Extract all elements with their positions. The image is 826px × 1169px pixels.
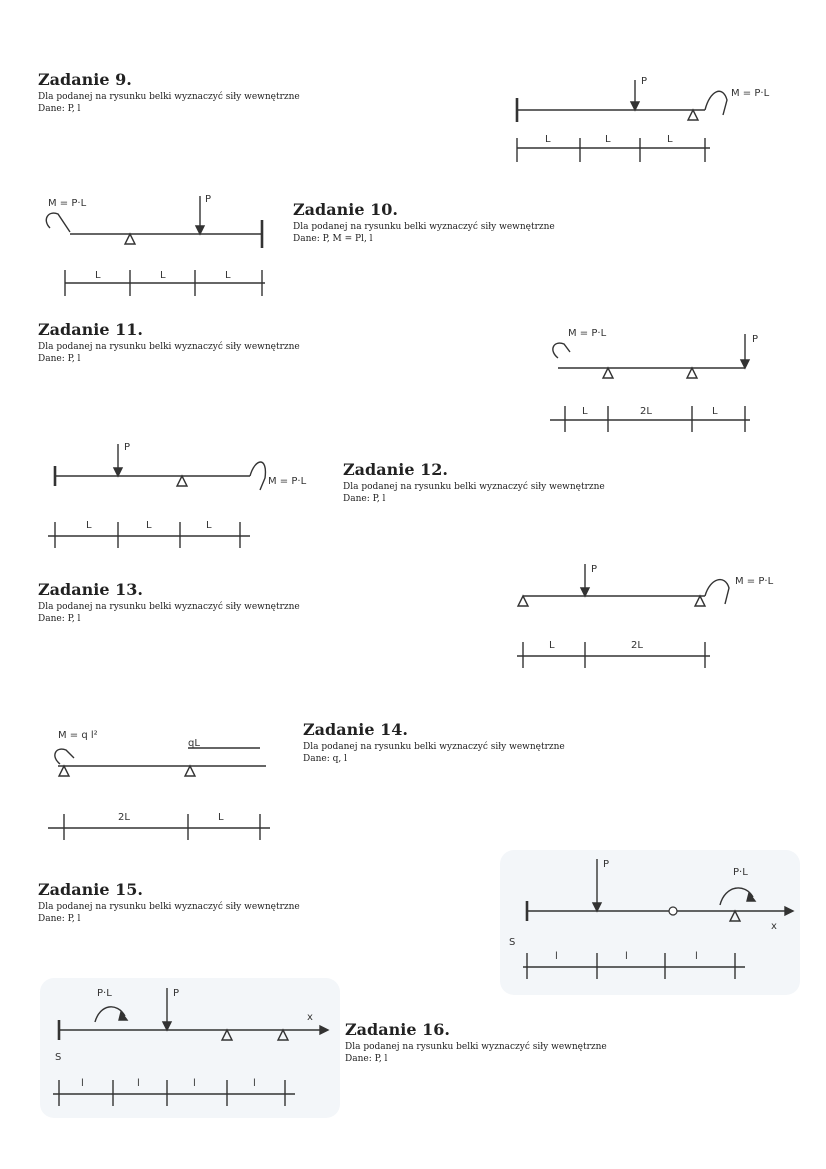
span-label: L [218, 812, 224, 823]
task-13 [38, 580, 458, 625]
span-label: L [582, 406, 588, 417]
task-title: Zadanie 12. [343, 460, 448, 479]
task-11 [38, 320, 458, 365]
span-label: l [625, 951, 628, 962]
span-label: L [95, 270, 101, 281]
beam-diagram-15 [505, 855, 795, 985]
task-description: Dla podanej na rysunku belki wyznaczyć siły wewnętrzne [38, 902, 300, 912]
task-title: Zadanie 15. [38, 880, 143, 899]
span-label: L [225, 270, 231, 281]
span-label: L [667, 134, 673, 145]
span-label: L [545, 134, 551, 145]
moment-label: M = P·L [568, 328, 607, 339]
force-label: P [752, 334, 759, 345]
span-label: L [146, 520, 152, 531]
beam-diagram-14 [38, 718, 298, 843]
axis-label: x [771, 921, 777, 932]
moment-label: M = P·L [731, 88, 770, 99]
beam-diagram-9 [505, 70, 795, 180]
moment-label: M = q l² [58, 730, 98, 741]
task-title: Zadanie 14. [303, 720, 408, 739]
task-description: Dla podanej na rysunku belki wyznaczyć siły wewnętrzne [38, 342, 300, 352]
beam-diagram-11 [540, 322, 780, 440]
point-label: S [509, 937, 516, 948]
task-title: Zadanie 13. [38, 580, 143, 599]
task-description: Dla podanej na rysunku belki wyznaczyć siły wewnętrzne [345, 1042, 607, 1052]
span-label: L [549, 640, 555, 651]
force-label: P [173, 988, 180, 999]
span-label: l [253, 1078, 256, 1089]
task-9 [38, 70, 458, 115]
span-label: 2L [640, 406, 652, 417]
span-label: L [605, 134, 611, 145]
task-given: Dane: P, l [38, 104, 81, 114]
span-label: l [555, 951, 558, 962]
task-description: Dla podanej na rysunku belki wyznaczyć siły wewnętrzne [293, 222, 555, 232]
task-given: Dane: q, l [303, 754, 347, 764]
span-label: L [86, 520, 92, 531]
task-given: Dane: P, l [345, 1054, 388, 1064]
beam-diagram-12 [40, 438, 340, 553]
task-given: Dane: P, l [38, 914, 81, 924]
task-given: Dane: P, l [343, 494, 386, 504]
task-title: Zadanie 9. [38, 70, 132, 89]
beam-diagram-10 [40, 188, 280, 303]
distributed-load-label: qL [188, 738, 200, 749]
span-label: l [137, 1078, 140, 1089]
task-14 [303, 720, 723, 765]
task-given: Dane: P, l [38, 354, 81, 364]
point-label: S [55, 1052, 62, 1063]
span-label: l [81, 1078, 84, 1089]
task-15 [38, 880, 458, 925]
force-label: P [205, 194, 212, 205]
task-12 [343, 460, 763, 505]
task-10 [293, 200, 693, 245]
task-description: Dla podanej na rysunku belki wyznaczyć siły wewnętrzne [343, 482, 605, 492]
span-label: L [712, 406, 718, 417]
force-label: P [124, 442, 131, 453]
span-label: L [160, 270, 166, 281]
task-given: Dane: P, l [38, 614, 81, 624]
task-given: Dane: P, M = Pl, l [293, 234, 373, 244]
task-description: Dla podanej na rysunku belki wyznaczyć siły wewnętrzne [38, 92, 300, 102]
task-title: Zadanie 10. [293, 200, 398, 219]
span-label: l [193, 1078, 196, 1089]
force-label: P [641, 76, 648, 87]
task-title: Zadanie 16. [345, 1020, 450, 1039]
moment-label: M = P·L [735, 576, 774, 587]
span-label: l [695, 951, 698, 962]
span-label: 2L [631, 640, 643, 651]
moment-label: P·L [733, 867, 748, 878]
beam-diagram-16 [45, 982, 335, 1112]
task-16 [345, 1020, 765, 1065]
task-description: Dla podanej na rysunku belki wyznaczyć siły wewnętrzne [38, 602, 300, 612]
span-label: L [206, 520, 212, 531]
axis-label: x [307, 1012, 313, 1023]
moment-label: P·L [97, 988, 112, 999]
span-label: 2L [118, 812, 130, 823]
moment-label: M = P·L [48, 198, 87, 209]
task-title: Zadanie 11. [38, 320, 143, 339]
beam-diagram-13 [505, 560, 795, 675]
force-label: P [591, 564, 598, 575]
moment-label: M = P·L [268, 476, 307, 487]
task-description: Dla podanej na rysunku belki wyznaczyć siły wewnętrzne [303, 742, 565, 752]
force-label: P [603, 859, 610, 870]
